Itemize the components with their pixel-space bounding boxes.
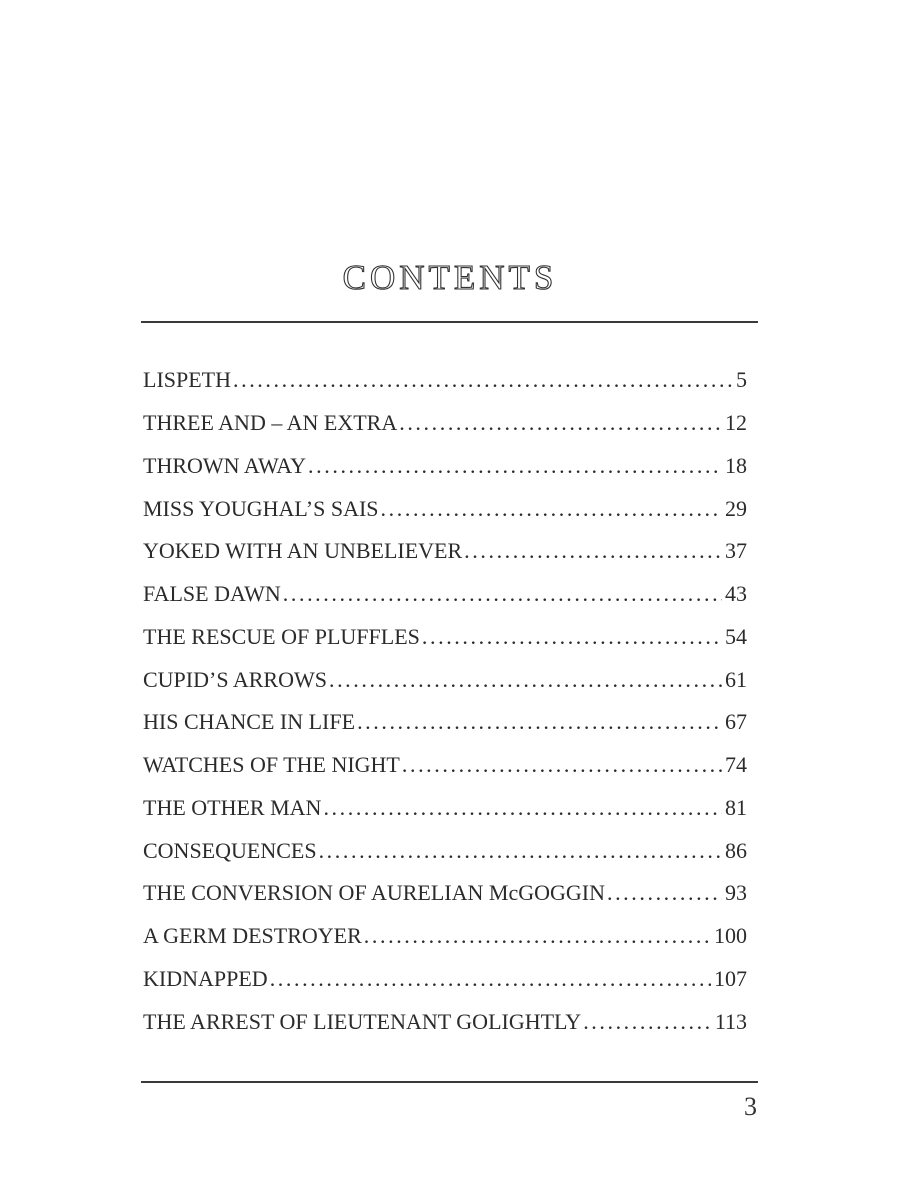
dot-leader [464,538,722,564]
toc-entry [143,402,747,445]
toc-entry [143,487,747,530]
top-rule [141,321,758,323]
toc-entry-title: THE ARREST OF LIEUTENANT GOLIGHTLY [143,1008,582,1034]
page-number: 3 [744,1092,757,1121]
dot-leader [270,966,711,992]
dot-leader [583,1009,712,1035]
dot-leader [399,410,722,436]
toc-entry-title: CONSEQUENCES [143,837,317,863]
table-of-contents [143,359,747,1043]
toc-entry-title: MISS YOUGHAL’S SAIS [143,495,379,521]
toc-entry [143,616,747,659]
toc-entry [143,701,747,744]
toc-entry-page: 113 [714,1008,747,1034]
toc-entry-page: 74 [725,752,747,778]
page-title: CONTENTS [342,258,558,297]
dot-leader [381,496,722,522]
dot-leader [402,752,722,778]
toc-entry [143,1000,747,1043]
toc-entry-title: YOKED WITH AN UNBELIEVER [143,538,463,564]
toc-entry-page: 29 [725,495,747,521]
toc-entry-page: 54 [725,623,747,649]
toc-entry-page: 86 [725,837,747,863]
dot-leader [323,795,722,821]
toc-entry-page: 81 [725,794,747,820]
toc-entry-title: THROWN AWAY [143,452,307,478]
toc-entry-page: 37 [725,538,747,564]
toc-entry-title: A GERM DESTROYER [143,923,362,949]
toc-entry-title: WATCHES OF THE NIGHT [143,752,400,778]
toc-entry [143,829,747,872]
toc-entry-page: 67 [725,709,747,735]
toc-entry-title: HIS CHANCE IN LIFE [143,709,356,735]
toc-entry-page: 61 [725,666,747,692]
dot-leader [308,453,722,479]
dot-leader [364,923,711,949]
dot-leader [422,624,722,650]
toc-entry-page: 100 [714,923,747,949]
toc-entry [143,958,747,1001]
dot-leader [357,709,722,735]
dot-leader [319,838,722,864]
toc-entry-page: 12 [725,410,747,436]
toc-entry [143,530,747,573]
dot-leader [607,880,722,906]
toc-entry [143,658,747,701]
toc-entry-page: 18 [725,452,747,478]
toc-entry [143,872,747,915]
toc-entry-page: 107 [714,965,747,991]
toc-entry [143,573,747,616]
toc-entry [143,744,747,787]
toc-entry-title: THE OTHER MAN [143,794,322,820]
toc-entry [143,915,747,958]
toc-entry-page: 5 [736,367,747,393]
toc-entry-page: 93 [725,880,747,906]
dot-leader [283,581,722,607]
toc-entry-title: THE CONVERSION OF AURELIAN McGOGGIN [143,880,605,906]
toc-entry [143,445,747,488]
dot-leader [233,367,733,393]
dot-leader [329,667,722,693]
bottom-rule [141,1081,758,1083]
toc-entry-page: 43 [725,581,747,607]
toc-entry [143,787,747,830]
toc-entry [143,359,747,402]
toc-entry-title: THE RESCUE OF PLUFFLES [143,623,420,649]
toc-entry-title: CUPID’S ARROWS [143,666,327,692]
toc-entry-title: FALSE DAWN [143,581,281,607]
toc-entry-title: KIDNAPPED [143,965,268,991]
toc-entry-title: THREE AND – AN EXTRA [143,410,398,436]
toc-entry-title: LISPETH [143,367,231,393]
